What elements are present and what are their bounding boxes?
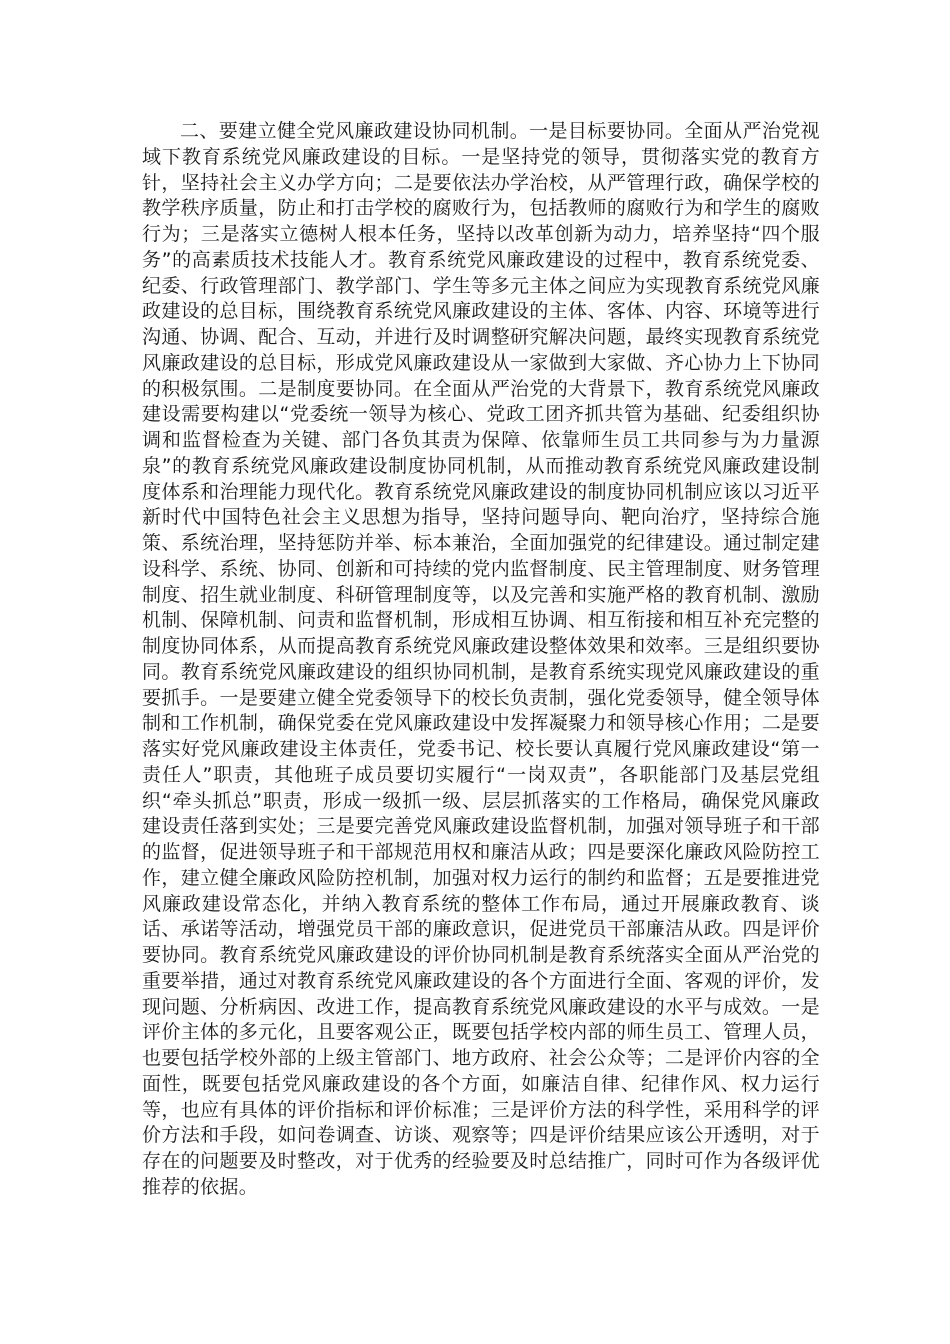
body-paragraph: 二、要建立健全党风廉政建设协同机制。一是目标要协同。全面从严治党视域下教育系统党风廉政建设的目标。一是坚持党的领导，贯彻落实党的教育方针，坚持社会主义办学方向；二是要依法办学治校，从严管理行政，确保学校的教学秩序质量，防止和打击学校的腐败行为，包括教师的腐败行为和学生的腐败行为；三是落实立德树人根本任务，坚持以改革创新为动力，培养坚持“四个服务”的高素质技术技能人才。教育系统党风廉政建设的过程中，教育系统党委、纪委、行政管理部门、教学部门、学生等多元主体之间应为实现教育系统党风廉政建设的总目标，围绕教育系统党风廉政建设的主体、客体、内容、环境等进行沟通、协调、配合、互动，并进行及时调整研究解决问题，最终实现教育系统党风廉政建设的总目标，形成党风廉政建设从一家做到大家做、齐心协力上下协同的积极氛围。二是制度要协同。在全面从严治党的大背景下，教育系统党风廉政建设需要构建以“党委统一领导为核心、党政工团齐抓共管为基础、纪委组织协调和监督检查为关键、部门各负其责为保障、依靠师生员工共同参与为力量源泉”的教育系统党风廉政建设制度协同机制，从而推动教育系统党风廉政建设制度体系和治理能力现代化。教育系统党风廉政建设的制度协同机制应该以习近平新时代中国特色社会主义思想为指导，坚持问题导向、靶向治疗，坚持综合施策、系统治理，坚持惩防并举、标本兼治，全面加强党的纪律建设。通过制定建设科学、系统、协同、创新和可持续的党内监督制度、民主管理制度、财务管理制度、招生就业制度、科研管理制度等，以及完善和实施严格的教育机制、激励机制、保障机制、问责和监督机制，形成相互协调、相互衔接和相互补充完整的制度协同体系，从而提高教育系统党风廉政建设整体效果和效率。三是组织要协同。教育系统党风廉政建设的组织协同机制，是教育系统实现党风廉政建设的重要抓手。一是要建立健全党委领导下的校长负责制，强化党委领导，健全领导体制和工作机制，确保党委在党风廉政建设中发挥凝聚力和领导核心作用；二是要落实好党风廉政建设主体责任，党委书记、校长要认真履行党风廉政建设“第一责任人”职责，其他班子成员要切实履行“一岗双责”，各职能部门及基层党组织“牵头抓总”职责，形成一级抓一级、层层抓落实的工作格局，确保党风廉政建设责任落到实处；三是要完善党风廉政建设监督机制，加强对领导班子和干部的监督，促进领导班子和干部规范用权和廉洁从政；四是要深化廉政风险防控工作，建立健全廉政风险防控机制，加强对权力运行的制约和监督；五是要推进党风廉政建设常态化，并纳入教育系统的整体工作布局，通过开展廉政教育、谈话、承诺等活动，增强党员干部的廉政意识，促进党员干部廉洁从政。四是评价要协同。教育系统党风廉政建设的评价协同机制是教育系统落实全面从严治党的重要举措，通过对教育系统党风廉政建设的各个方面进行全面、客观的评价，发现问题、分析病因、改进工作，提高教育系统党风廉政建设的水平与成效。一是评价主体的多元化，且要客观公正，既要包括学校内部的师生员工、管理人员，也要包括学校外部的上级主管部门、地方政府、社会公众等；二是评价内容的全面性，既要包括党风廉政建设的各个方面，如廉洁自律、纪律作风、权力运行等，也应有具体的评价指标和评价标准；三是评价方法的科学性，采用科学的评价方法和手段，如问卷调查、访谈、观察等；四是评价结果应该公开透明，对于存在的问题要及时整改，对于优秀的经验要及时总结推广，同时可作为各级评优推荐的依据。 bbox=[142, 120, 820, 1198]
